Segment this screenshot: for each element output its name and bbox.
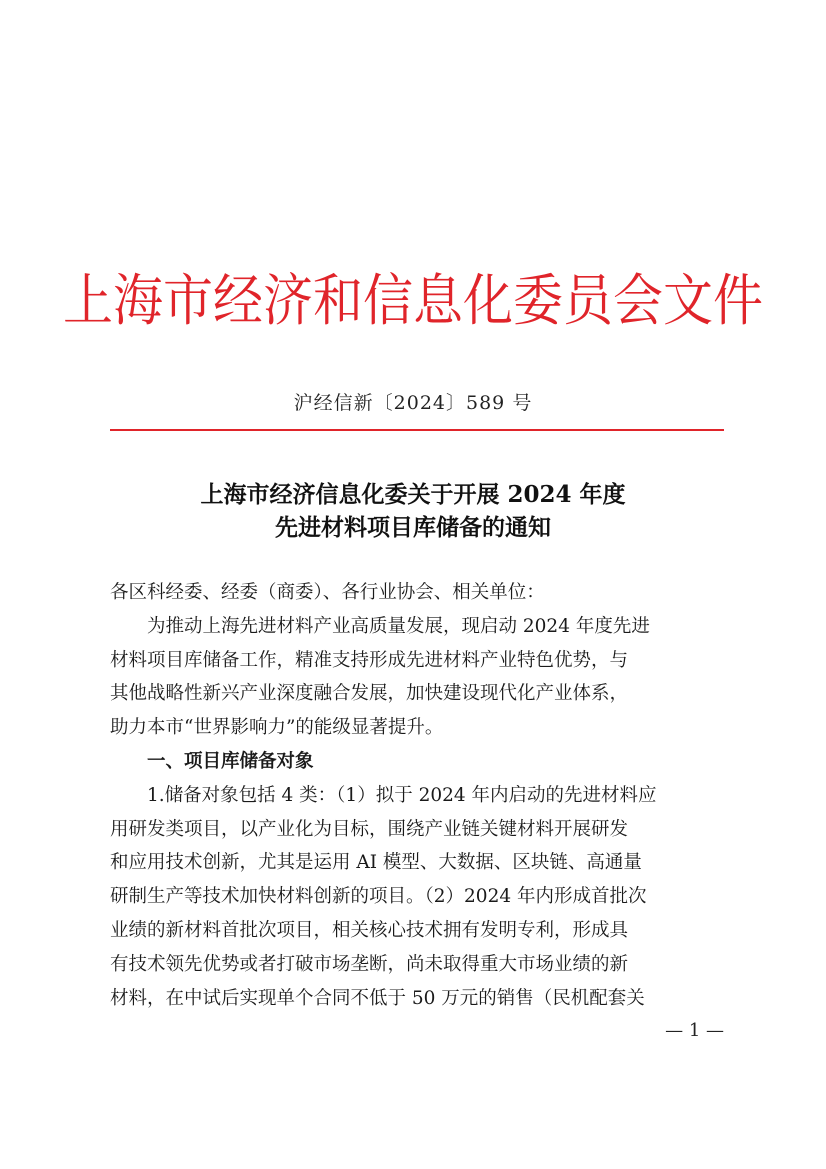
intro-line: 其他战略性新兴产业深度融合发展，加快建设现代化产业体系， xyxy=(110,683,629,705)
item-1-paragraph xyxy=(110,779,730,1016)
intro-line: 为推动上海先进材料产业高质量发展，现启动 2024 年度先进 xyxy=(147,615,650,637)
notice-title xyxy=(0,478,826,544)
item-1-line: 1.储备对象包括 4 类：（1）拟于 2024 年内启动的先进材料应 xyxy=(147,784,657,806)
salutation-text: 各区科经委、经委（商委）、各行业协会、相关单位： xyxy=(110,582,545,603)
item-1-line: 业绩的新材料首批次项目，相关核心技术拥有发明专利，形成具 xyxy=(110,919,629,941)
page-number: — 1 — xyxy=(665,1020,724,1041)
intro-line: 材料项目库储备工作，精准支持形成先进材料产业特色优势，与 xyxy=(110,649,629,671)
document-number: 沪经信新〔2024〕589 号 xyxy=(293,392,533,414)
section-heading-1: 一、项目库储备对象 xyxy=(147,750,314,772)
document-body xyxy=(110,576,730,1015)
issuing-authority-title: 上海市经济和信息化委员会文件 xyxy=(63,268,763,334)
notice-title-line-1: 上海市经济信息化委关于开展 2024 年度 xyxy=(200,481,626,508)
salutation xyxy=(110,576,730,610)
item-1-line: 研制生产等技术加快材料创新的项目。（2）2024 年内形成首批次 xyxy=(110,886,647,908)
notice-title-line-2: 先进材料项目库储备的通知 xyxy=(275,514,551,541)
intro-paragraph xyxy=(110,610,730,745)
intro-line: 助力本市“世界影响力”的能级显著提升。 xyxy=(110,717,444,739)
item-1-line: 材料，在中试后实现单个合同不低于 50 万元的销售（民机配套关 xyxy=(110,987,645,1009)
red-divider-line xyxy=(110,429,724,431)
item-1-line: 和应用技术创新，尤其是运用 AI 模型、大数据、区块链、高通量 xyxy=(110,852,642,874)
item-1-line: 有技术领先优势或者打破市场垄断，尚未取得重大市场业绩的新 xyxy=(110,953,629,975)
item-1-line: 用研发类项目，以产业化为目标，围绕产业链关键材料开展研发 xyxy=(110,818,629,840)
